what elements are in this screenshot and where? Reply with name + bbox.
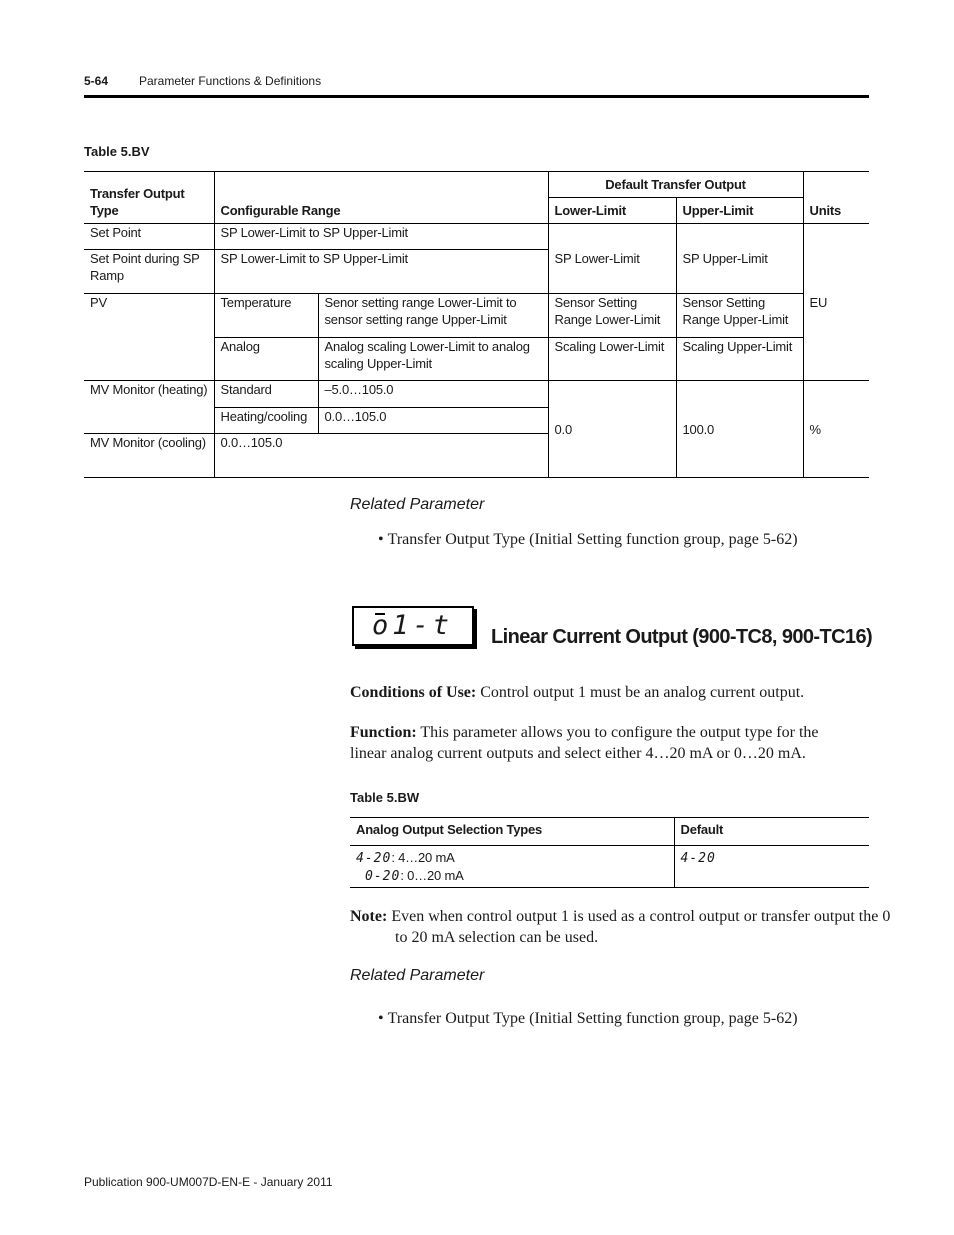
- header-configurable-range: Configurable Range: [214, 172, 548, 224]
- header-default: Default: [674, 818, 869, 846]
- desc-4-20: : 4…20 mA: [391, 850, 455, 865]
- conditions-text: Control output 1 must be an analog current output.: [476, 684, 805, 701]
- bullet-icon: •: [378, 531, 388, 548]
- code-0-20: 0-20: [365, 869, 401, 884]
- lcd-display: [352, 606, 474, 646]
- cell-mv-heating: MV Monitor (heating): [84, 381, 214, 434]
- cell-mv-standard: Standard: [214, 381, 318, 408]
- note: [350, 906, 895, 948]
- note-text: Even when control output 1 is used as a control output or transfer output the 0 to 20 mA selection can be used.: [387, 908, 891, 946]
- cell-pv: PV: [84, 294, 214, 381]
- related-parameter-item-2: [378, 1010, 798, 1028]
- conditions-label: Conditions of Use:: [350, 684, 477, 701]
- function-label: Function:: [350, 724, 417, 741]
- cell-set-point-ramp: Set Point during SP Ramp: [84, 250, 214, 294]
- cell-pv-temperature: Temperature: [214, 294, 318, 338]
- cell-pv-analog: Analog: [214, 338, 318, 381]
- footer-publication: Publication 900-UM007D-EN-E - January 2011: [84, 1175, 333, 1189]
- cell-pv-temperature-lower: Sensor Setting Range Lower-Limit: [548, 294, 676, 338]
- table-bw: [350, 817, 869, 888]
- related-parameter-heading: Related Parameter: [350, 496, 485, 513]
- table-bv: [84, 171, 869, 478]
- header-selection-types: Analog Output Selection Types: [350, 818, 674, 846]
- desc-0-20: : 0…20 mA: [400, 868, 464, 883]
- cell-set-point-range: SP Lower-Limit to SP Upper-Limit: [214, 224, 548, 250]
- related-parameter-heading-2: Related Parameter: [350, 967, 485, 984]
- header-units: Units: [803, 172, 869, 224]
- header-lower-limit: Lower-Limit: [548, 198, 676, 224]
- cell-mv-units: %: [803, 381, 869, 478]
- cell-mv-cooling: MV Monitor (cooling): [84, 434, 214, 478]
- cell-mv-cooling-range: 0.0…105.0: [214, 434, 548, 478]
- table-bw-caption: Table 5.BW: [350, 790, 420, 805]
- cell-mv-heating-cooling-range: 0.0…105.0: [318, 408, 548, 434]
- cell-pv-analog-lower: Scaling Lower-Limit: [548, 338, 676, 381]
- conditions-of-use: [350, 682, 870, 703]
- running-header: Parameter Functions & Definitions: [139, 74, 322, 88]
- header-default-transfer-output: Default Transfer Output: [548, 172, 803, 198]
- function-description: [350, 722, 850, 764]
- cell-mv-heating-cooling: Heating/cooling: [214, 408, 318, 434]
- lcd-display-code: o1-t: [372, 610, 454, 641]
- related-parameter-link[interactable]: Transfer Output Type (Initial Setting function group, page 5-62): [387, 531, 798, 548]
- cell-pv-temperature-range: Senor setting range Lower-Limit to sensor setting range Upper-Limit: [318, 294, 548, 338]
- section-title: Linear Current Output (900-TC8, 900-TC16): [491, 626, 873, 648]
- default-code: 4-20: [680, 851, 716, 866]
- cell-pv-analog-range: Analog scaling Lower-Limit to analog scaling Upper-Limit: [318, 338, 548, 381]
- cell-mv-standard-range: –5.0…105.0: [318, 381, 548, 408]
- related-parameter-link-2[interactable]: Transfer Output Type (Initial Setting function group, page 5-62): [387, 1010, 798, 1027]
- header-rule: [84, 95, 869, 98]
- cell-pv-analog-upper: Scaling Upper-Limit: [676, 338, 803, 381]
- cell-default: [674, 846, 869, 888]
- table-bv-caption: Table 5.BV: [84, 144, 150, 159]
- cell-mv-upper: 100.0: [676, 381, 803, 478]
- cell-sp-upper: SP Upper-Limit: [676, 224, 803, 294]
- cell-set-point-ramp-range: SP Lower-Limit to SP Upper-Limit: [214, 250, 548, 294]
- header-transfer-output-type: Transfer Output Type: [84, 172, 214, 224]
- cell-set-point: Set Point: [84, 224, 214, 250]
- cell-selection-types: [350, 846, 674, 888]
- page-number: 5-64: [84, 74, 109, 88]
- cell-sp-lower: SP Lower-Limit: [548, 224, 676, 294]
- bullet-icon: •: [378, 1010, 388, 1027]
- cell-pv-temperature-upper: Sensor Setting Range Upper-Limit: [676, 294, 803, 338]
- code-4-20: 4-20: [356, 851, 392, 866]
- cell-mv-lower: 0.0: [548, 381, 676, 478]
- note-label: Note:: [350, 908, 388, 925]
- related-parameter-item: [378, 531, 798, 549]
- cell-eu: EU: [803, 224, 869, 381]
- header-upper-limit: Upper-Limit: [676, 198, 803, 224]
- function-text: This parameter allows you to configure the output type for the linear analog current outputs and select either 4…20 mA or 0…20 mA.: [350, 724, 819, 762]
